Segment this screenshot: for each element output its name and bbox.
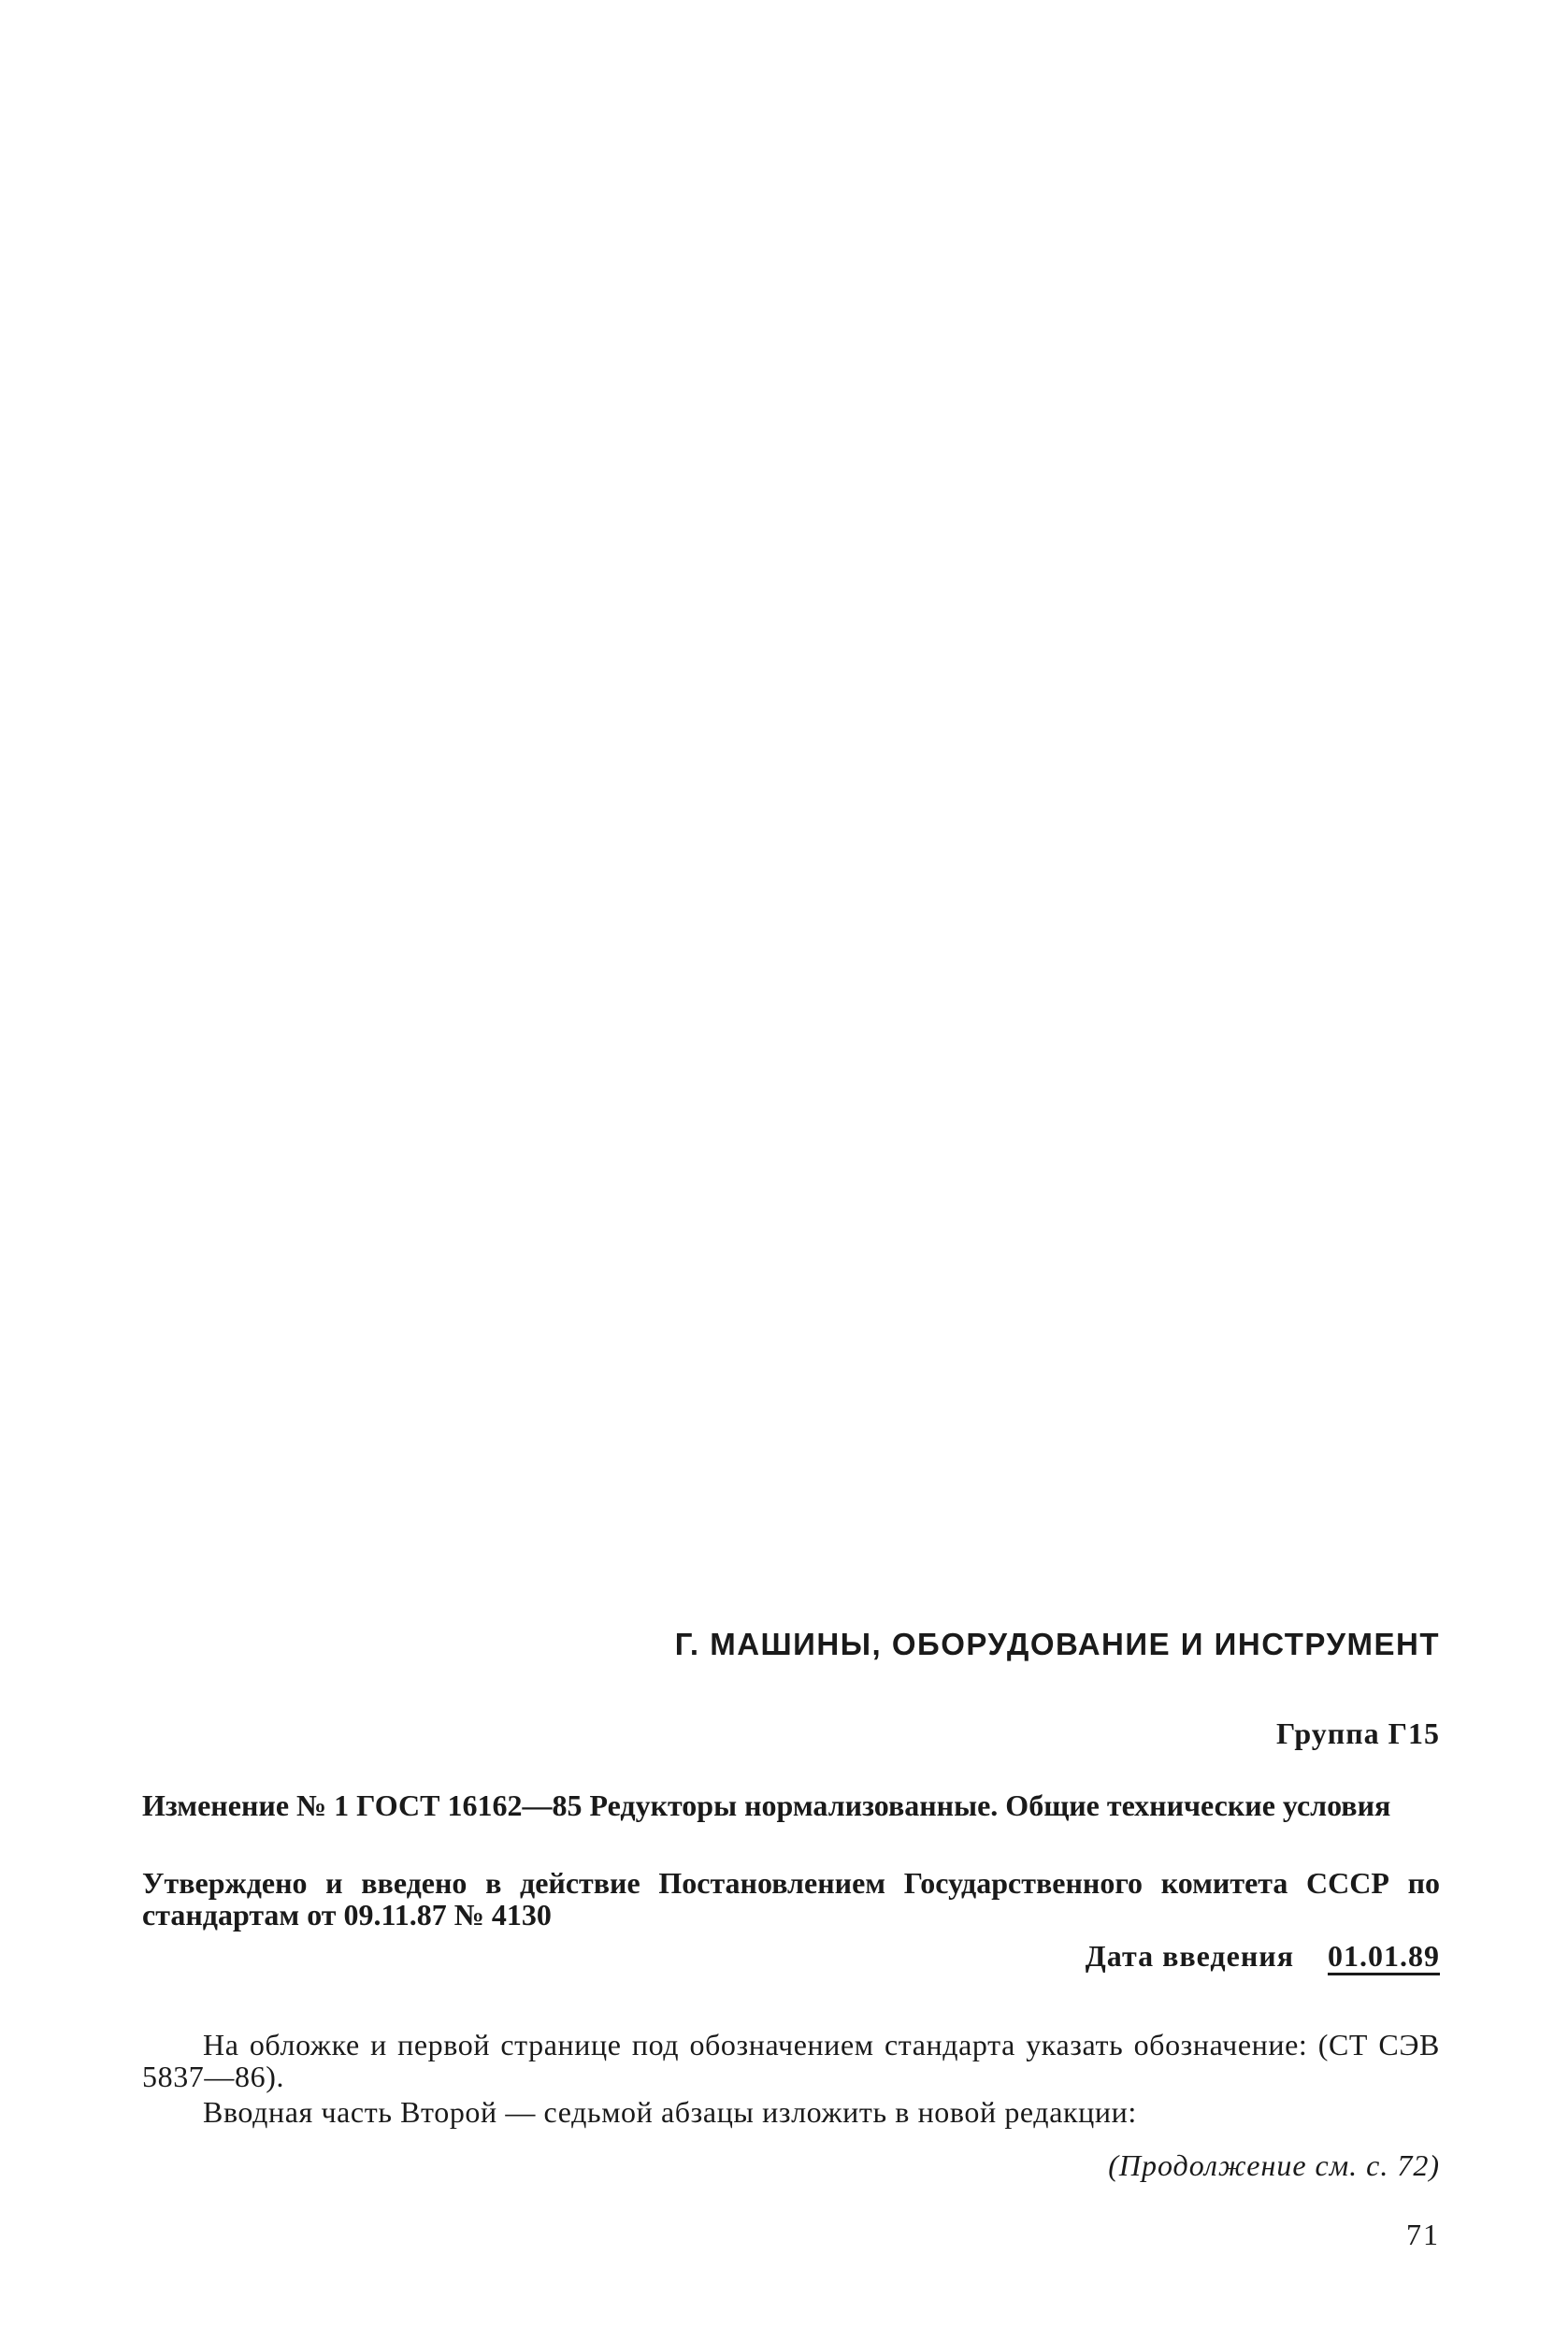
introduction-date: [935, 1939, 1440, 1975]
section-heading: Г. МАШИНЫ, ОБОРУДОВАНИЕ И ИНСТРУМЕНТ: [674, 1627, 1440, 1661]
group-label: Группа Г15: [1276, 1716, 1440, 1750]
introduction-date-value: 01.01.89: [1328, 1939, 1440, 1975]
introduction-date-label: Дата введения: [1085, 1939, 1294, 1973]
body-paragraph: На обложке и первой странице под обозначением стандарта указать обозначение: (СТ СЭВ 5837—86).: [142, 2028, 1440, 2093]
approval-statement: Утверждено и введено в действие Постановлением Государственного комитета СССР по стандартам от 09.11.87 № 4130: [142, 1866, 1440, 1932]
amendment-title: Изменение № 1 ГОСТ 16162—85 Редукторы нормализованные. Общие технические условия: [142, 1788, 1391, 1822]
page-number: 71: [1406, 2218, 1440, 2251]
continuation-note: (Продолжение см. с. 72): [1108, 2148, 1440, 2182]
body-paragraph: Вводная часть Второй — седьмой абзацы изложить в новой редакции:: [203, 2095, 1137, 2129]
